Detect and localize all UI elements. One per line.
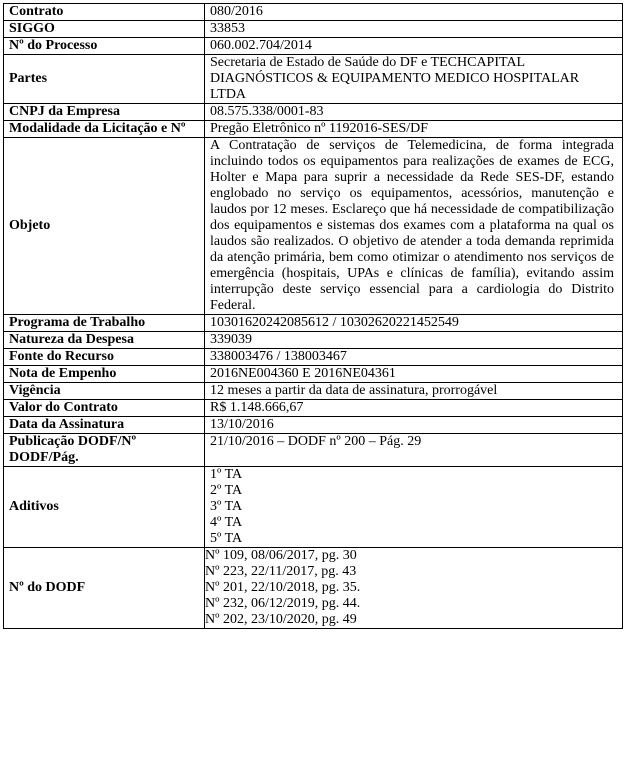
label-programa: Programa de Trabalho [4, 315, 205, 332]
contract-table [3, 3, 623, 629]
value-partes: Secretaria de Estado de Saúde do DF e TECHCAPITAL DIAGNÓSTICOS & EQUIPAMENTO MEDICO HOSPITALAR LTDA [205, 55, 623, 104]
label-dodf: Nº do DODF [4, 548, 205, 629]
value-valor: R$ 1.148.666,67 [205, 400, 623, 417]
row-programa [4, 315, 623, 332]
dodf-item: Nº 201, 22/10/2018, pg. 35. [205, 580, 361, 595]
row-partes [4, 55, 623, 104]
label-publicacao: Publicação DODF/Nº DODF/Pág. [4, 434, 205, 467]
row-vigencia [4, 383, 623, 400]
aditivo-item: 1º TA [210, 467, 243, 482]
aditivo-item: 2º TA [210, 483, 243, 498]
row-contrato [4, 4, 623, 21]
value-assinatura: 13/10/2016 [205, 417, 623, 434]
row-assinatura [4, 417, 623, 434]
aditivo-item: 3º TA [210, 499, 243, 514]
label-siggo: SIGGO [4, 21, 205, 38]
value-modalidade: Pregão Eletrônico nº 1192016-SES/DF [205, 121, 623, 138]
label-assinatura: Data da Assinatura [4, 417, 205, 434]
label-objeto: Objeto [4, 138, 205, 315]
value-fonte: 338003476 / 138003467 [205, 349, 623, 366]
label-valor: Valor do Contrato [4, 400, 205, 417]
row-objeto [4, 138, 623, 315]
value-programa: 10301620242085612 / 10302620221452549 [205, 315, 623, 332]
value-empenho: 2016NE004360 E 2016NE04361 [205, 366, 623, 383]
label-contrato: Contrato [4, 4, 205, 21]
row-publicacao [4, 434, 623, 467]
row-empenho [4, 366, 623, 383]
dodf-item: Nº 232, 06/12/2019, pg. 44. [205, 596, 361, 611]
row-processo [4, 38, 623, 55]
value-publicacao: 21/10/2016 – DODF nº 200 – Pág. 29 [205, 434, 623, 467]
row-valor [4, 400, 623, 417]
value-siggo: 33853 [205, 21, 623, 38]
dodf-item: Nº 109, 08/06/2017, pg. 30 [205, 548, 357, 563]
label-processo: Nº do Processo [4, 38, 205, 55]
row-aditivos [4, 467, 623, 548]
dodf-list [205, 548, 623, 629]
value-processo: 060.002.704/2014 [205, 38, 623, 55]
value-natureza: 339039 [205, 332, 623, 349]
aditivo-item: 5º TA [210, 531, 243, 546]
label-aditivos: Aditivos [4, 467, 205, 548]
value-contrato: 080/2016 [205, 4, 623, 21]
row-natureza [4, 332, 623, 349]
aditivos-list [205, 467, 623, 548]
label-modalidade: Modalidade da Licitação e Nº [4, 121, 205, 138]
label-fonte: Fonte do Recurso [4, 349, 205, 366]
label-cnpj: CNPJ da Empresa [4, 104, 205, 121]
label-partes: Partes [4, 55, 205, 104]
label-natureza: Natureza da Despesa [4, 332, 205, 349]
value-objeto: A Contratação de serviços de Telemedicina, de forma integrada incluindo todos os equipamentos para realizações de exames de ECG, Holter e Mapa para suprir a necessidade da Rede SES-DF, estando englobado no serviço os equipamentos, acessórios, manutenção e laudos por 12 meses. Esclareço que há necessidade de compatibilização dos equipamentos e sistemas dos exames com a plataforma na qual os laudos são realizados. O objetivo de atender a toda demanda reprimida da atenção primária, bem como otimizar o atendimento nos serviços de emergência (hospitais, UPAs e clínicas de família), evitando assim interrupção deste serviço essencial para a cardiologia do Distrito Federal. [205, 138, 623, 315]
row-dodf [4, 548, 623, 629]
row-modalidade [4, 121, 623, 138]
row-fonte [4, 349, 623, 366]
aditivo-item: 4º TA [210, 515, 243, 530]
value-vigencia: 12 meses a partir da data de assinatura, prorrogável [205, 383, 623, 400]
row-siggo [4, 21, 623, 38]
dodf-item: Nº 223, 22/11/2017, pg. 43 [205, 564, 357, 579]
row-cnpj [4, 104, 623, 121]
label-vigencia: Vigência [4, 383, 205, 400]
label-empenho: Nota de Empenho [4, 366, 205, 383]
value-cnpj: 08.575.338/0001-83 [205, 104, 623, 121]
dodf-item: Nº 202, 23/10/2020, pg. 49 [205, 612, 357, 627]
